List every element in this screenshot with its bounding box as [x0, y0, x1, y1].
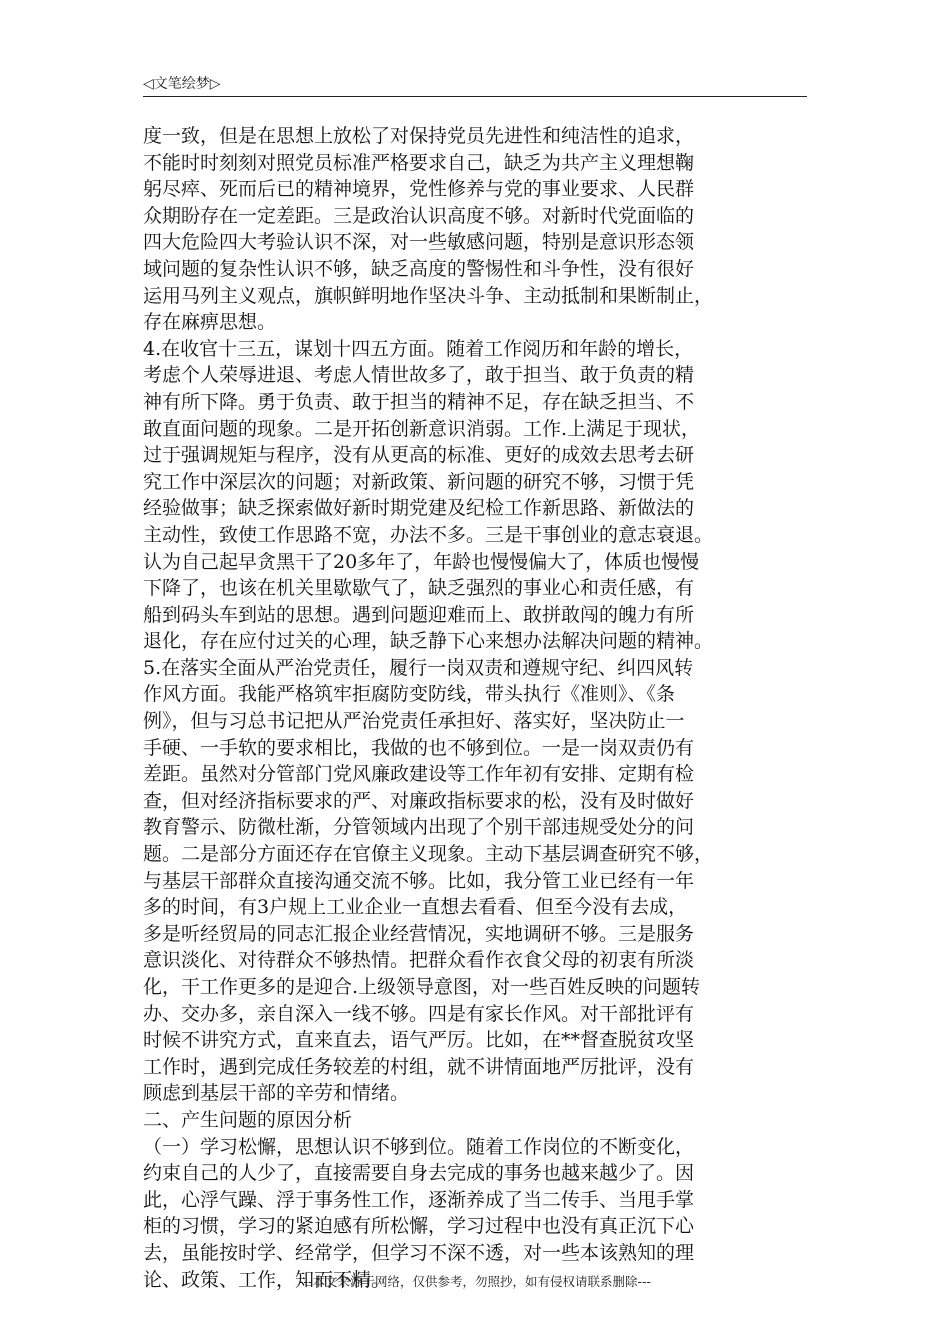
body-line: 手硬、一手软的要求相比，我做的也不够到位。一是一岗双责仍有 — [143, 736, 695, 759]
body-line: 办、交办多，亲自深入一线不够。四是有家长作风。对干部批评有 — [143, 1002, 695, 1025]
body-line: 约束自己的人少了，直接需要自身去完成的事务也越来越少了。因 — [143, 1162, 695, 1185]
body-line: 顾虑到基层干部的辛劳和情绪。 — [143, 1082, 410, 1105]
body-line: 四大危险四大考验认识不深，对一些敏感问题，特别是意识形态领 — [143, 231, 695, 254]
body-line: 多的时间，有3户规上工业企业一直想去看看、但至今没有去成， — [143, 896, 688, 919]
body-line: 度一致，但是在思想上放松了对保持党员先进性和纯洁性的追求， — [143, 125, 695, 147]
body-line: 化，干工作更多的是迎合.上级领导意图，对一些百姓反映的问题转 — [143, 976, 701, 998]
body-line: 意识淡化、对待群众不够热情。把群众看作衣食父母的初衷有所淡 — [143, 949, 695, 972]
body-line: 工作时，遇到完成任务较差的村组，就不讲情面地严厉批评，没有 — [143, 1055, 695, 1078]
body-line: 考虑个人荣辱进退、考虑人情世故多了，敢于担当、敢于负责的精 — [143, 364, 695, 387]
body-line: 教育警示、防微杜渐，分管领域内出现了个别干部违规受处分的问 — [143, 816, 695, 839]
body-line: 船到码头车到站的思想。遇到问题迎难而上、敢拼敢闯的魄力有所 — [143, 603, 695, 626]
body-line: 神有所下降。勇于负责、敢于担当的精神不足，存在缺乏担当、不 — [143, 390, 695, 413]
page-footer: ---本文来源于网络，仅供参考，勿照抄，如有侵权请联系删除--- — [298, 1274, 652, 1289]
body-line: 论、政策、工作，知而不精。 — [143, 1268, 391, 1291]
body-line: 经验做事；缺乏探索做好新时期党建及纪检工作新思路、新做法的 — [143, 497, 695, 520]
header-brand: ◁文笔绘梦▷ — [143, 76, 221, 92]
body-line: 退化，存在应付过关的心理，缺乏静下心来想办法解决问题的精神。 — [143, 630, 714, 653]
body-line: 4.在收官十三五，谋划十四五方面。随着工作阅历和年龄的增长， — [143, 337, 694, 360]
body-line: 运用马列主义观点，旗帜鲜明地作坚决斗争、主动抵制和果断制止， — [143, 284, 714, 307]
body-line: 二、产生问题的原因分析 — [143, 1108, 353, 1131]
body-line: 5.在落实全面从严治党责任，履行一岗双责和遵规守纪、纠四风转 — [143, 656, 694, 679]
body-line: 例》，但与习总书记把从严治党责任承担好、落实好，坚决防止一 — [143, 710, 685, 733]
body-line: 众期盼存在一定差距。三是政治认识高度不够。对新时代党面临的 — [143, 204, 695, 227]
body-line: 躬尽瘁、死而后已的精神境界，党性修养与党的事业要求、人民群 — [143, 178, 695, 201]
body-line: 过于强调规矩与程序，没有从更高的标准、更好的成效去思考去研 — [143, 444, 695, 467]
body-line: 不能时时刻刻对照党员标准严格要求自己，缺乏为共产主义理想鞠 — [143, 151, 695, 174]
body-line: 作风方面。我能严格筑牢拒腐防变防线，带头执行《准则》、《条 — [143, 683, 676, 706]
body-line: 认为自己起早贪黑干了20多年了，年龄也慢慢偏大了，体质也慢慢 — [143, 550, 700, 573]
body-line: 去，虽能按时学、经常学，但学习不深不透，对一些本该熟知的理 — [143, 1241, 695, 1264]
body-line: 主动性，致使工作思路不宽，办法不多。三是干事创业的意志衰退。 — [143, 523, 714, 546]
body-line: 时候不讲究方式，直来直去，语气严厉。比如，在**督查脱贫攻坚 — [143, 1029, 695, 1052]
body-line: （一）学习松懈，思想认识不够到位。随着工作岗位的不断变化， — [143, 1135, 695, 1158]
body-line: 此，心浮气躁、浮于事务性工作，逐渐养成了当二传手、当甩手掌 — [143, 1188, 695, 1211]
document-body — [143, 123, 823, 1293]
body-line: 下降了，也该在机关里歇歇气了，缺乏强烈的事业心和责任感，有 — [143, 577, 695, 600]
body-line: 域问题的复杂性认识不够，缺乏高度的警惕性和斗争性，没有很好 — [143, 257, 695, 280]
body-line: 查，但对经济指标要求的严、对廉政指标要求的松，没有及时做好 — [143, 789, 695, 812]
body-line: 柜的习惯，学习的紧迫感有所松懈，学习过程中也没有真正沉下心 — [143, 1215, 695, 1238]
body-line: 题。二是部分方面还存在官僚主义现象。主动下基层调查研究不够， — [143, 843, 714, 866]
body-line: 存在麻痹思想。 — [143, 311, 277, 334]
body-line: 与基层干部群众直接沟通交流不够。比如，我分管工业已经有一年 — [143, 869, 695, 892]
page-header — [143, 72, 807, 97]
body-line: 差距。虽然对分管部门党风廉政建设等工作年初有安排、定期有检 — [143, 763, 695, 786]
body-line: 敢直面问题的现象。二是开拓创新意识消弱。工作.上满足于现状， — [143, 417, 701, 440]
body-line: 究工作中深层次的问题；对新政策、新问题的研究不够，习惯于凭 — [143, 470, 695, 493]
body-line: 多是听经贸局的同志汇报企业经营情况，实地调研不够。三是服务 — [143, 922, 695, 945]
